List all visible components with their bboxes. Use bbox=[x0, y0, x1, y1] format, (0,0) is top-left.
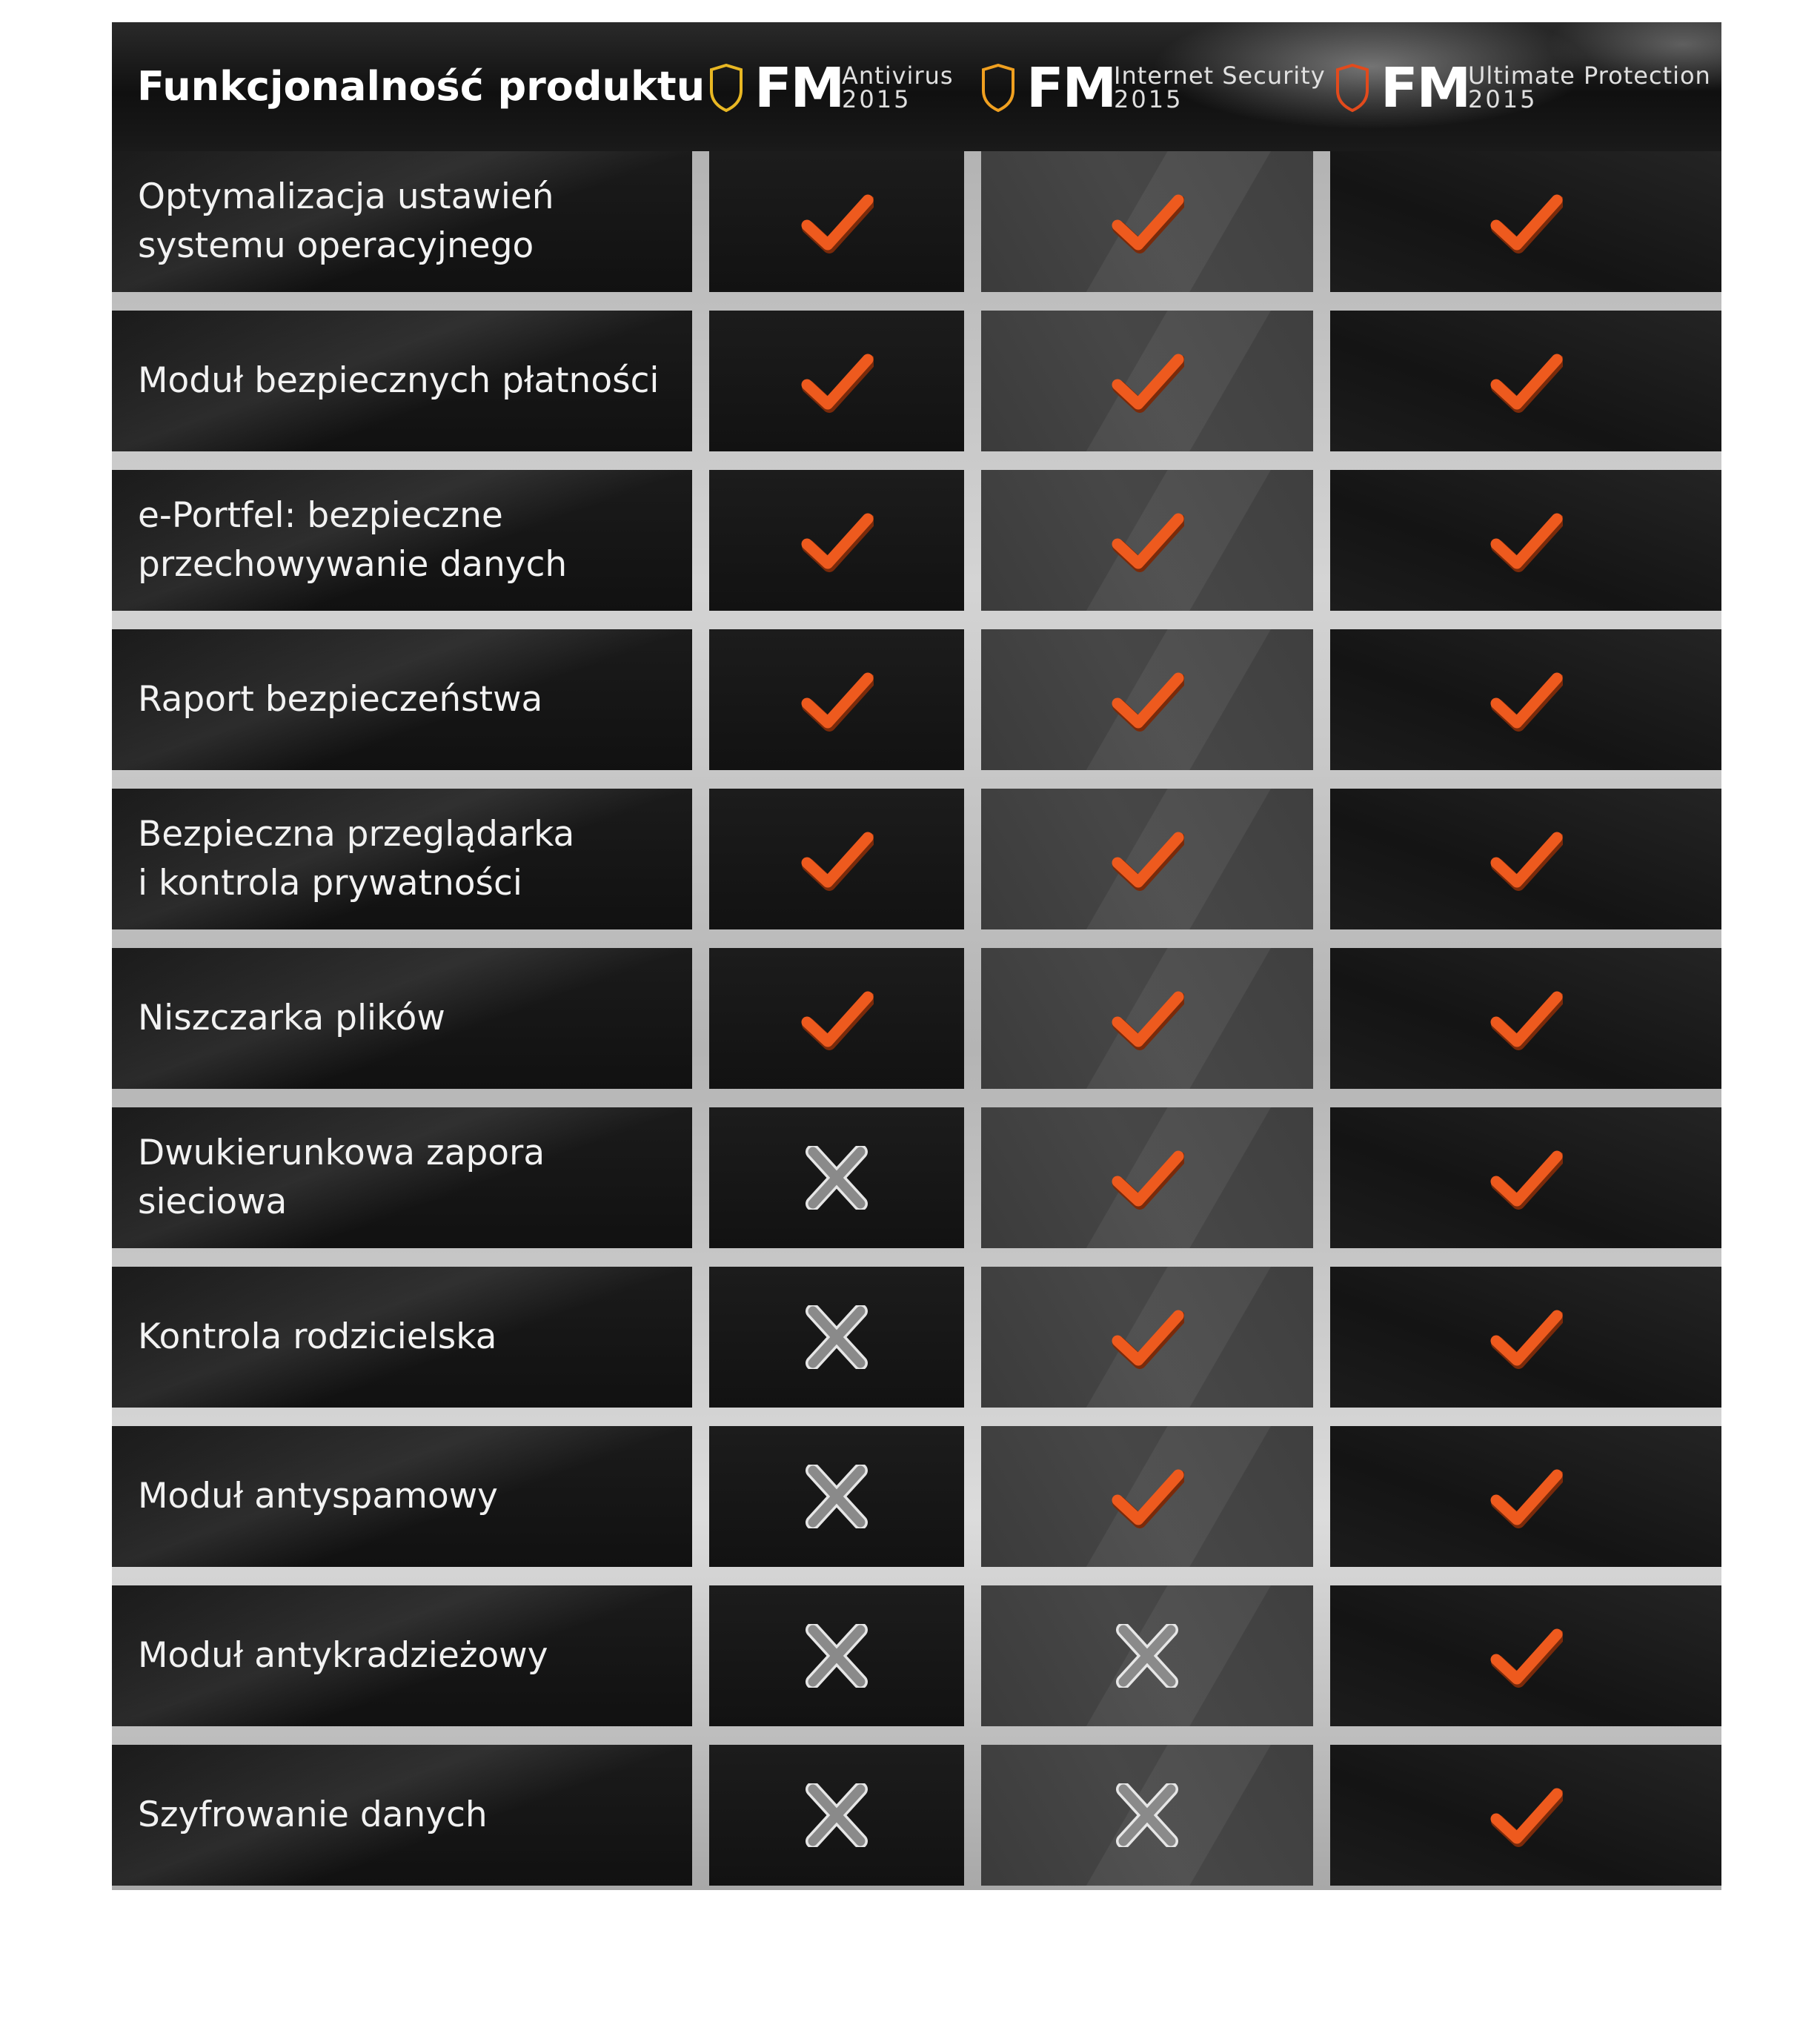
check-icon bbox=[1110, 1146, 1184, 1210]
feature-label: Kontrola rodzicielska bbox=[138, 1316, 497, 1357]
status-cell bbox=[709, 1426, 964, 1567]
check-icon bbox=[1489, 668, 1563, 732]
table-header bbox=[112, 22, 1721, 151]
status-cell bbox=[1330, 1426, 1721, 1567]
status-cell bbox=[981, 151, 1313, 292]
product-name: Antivirus bbox=[842, 62, 954, 90]
feature-label: Moduł bezpiecznych płatności bbox=[138, 360, 660, 401]
feature-label: Dwukierunkowa zapora sieciowa bbox=[138, 1133, 545, 1222]
check-icon bbox=[1489, 349, 1563, 413]
check-icon bbox=[800, 987, 874, 1050]
status-cell bbox=[981, 1745, 1313, 1886]
status-cell bbox=[1330, 151, 1721, 292]
feature-cell bbox=[112, 311, 692, 451]
product-brand: FM bbox=[1026, 56, 1116, 120]
product-name: Ultimate Protection bbox=[1468, 62, 1711, 90]
feature-label: Bezpieczna przeglądarka i kontrola prywatności bbox=[138, 814, 575, 904]
status-cell bbox=[709, 1585, 964, 1726]
status-cell bbox=[709, 1267, 964, 1408]
check-icon bbox=[1110, 349, 1184, 413]
product-year: 2015 bbox=[842, 85, 911, 113]
feature-label: Niszczarka plików bbox=[138, 998, 445, 1038]
header-title: Funkcjonalność produktu bbox=[137, 63, 705, 110]
feature-cell bbox=[112, 1585, 692, 1726]
feature-cell bbox=[112, 1426, 692, 1567]
check-icon bbox=[1110, 668, 1184, 732]
shield-icon bbox=[708, 64, 744, 113]
product-brand: FM bbox=[1381, 56, 1470, 120]
feature-label: Raport bezpieczeństwa bbox=[138, 679, 543, 720]
check-icon bbox=[800, 827, 874, 891]
feature-cell bbox=[112, 629, 692, 770]
feature-label: Moduł antyspamowy bbox=[138, 1476, 498, 1516]
feature-label: Szyfrowanie danych bbox=[138, 1794, 488, 1835]
feature-label: e-Portfel: bezpieczne przechowywanie danych bbox=[138, 495, 568, 585]
feature-cell bbox=[112, 1745, 692, 1886]
check-icon bbox=[1110, 190, 1184, 253]
status-cell bbox=[981, 311, 1313, 451]
status-cell bbox=[981, 470, 1313, 611]
product-year: 2015 bbox=[1468, 85, 1538, 113]
check-icon bbox=[1489, 508, 1563, 572]
feature-cell bbox=[112, 470, 692, 611]
check-icon bbox=[1110, 508, 1184, 572]
status-cell bbox=[709, 151, 964, 292]
status-cell bbox=[1330, 470, 1721, 611]
check-icon bbox=[1489, 1146, 1563, 1210]
status-cell bbox=[981, 789, 1313, 929]
check-icon bbox=[800, 508, 874, 572]
check-icon bbox=[1110, 1305, 1184, 1369]
cross-icon bbox=[800, 1465, 874, 1528]
status-cell bbox=[1330, 1585, 1721, 1726]
status-cell bbox=[709, 1107, 964, 1248]
feature-cell bbox=[112, 948, 692, 1089]
status-cell bbox=[1330, 629, 1721, 770]
status-cell bbox=[981, 1585, 1313, 1726]
status-cell bbox=[709, 470, 964, 611]
status-cell bbox=[1330, 1745, 1721, 1886]
product-name: Internet Security bbox=[1114, 62, 1326, 90]
check-icon bbox=[1110, 827, 1184, 891]
check-icon bbox=[1489, 827, 1563, 891]
cross-icon bbox=[800, 1783, 874, 1847]
shield-icon bbox=[1335, 64, 1370, 113]
status-cell bbox=[981, 1107, 1313, 1248]
cross-icon bbox=[800, 1624, 874, 1688]
check-icon bbox=[800, 668, 874, 732]
check-icon bbox=[800, 349, 874, 413]
status-cell bbox=[981, 629, 1313, 770]
status-cell bbox=[981, 1267, 1313, 1408]
check-icon bbox=[1489, 1465, 1563, 1528]
feature-cell bbox=[112, 151, 692, 292]
status-cell bbox=[709, 629, 964, 770]
check-icon bbox=[1489, 987, 1563, 1050]
shield-icon bbox=[980, 64, 1016, 113]
status-cell bbox=[1330, 1267, 1721, 1408]
status-cell bbox=[1330, 311, 1721, 451]
status-cell bbox=[709, 948, 964, 1089]
status-cell bbox=[709, 311, 964, 451]
check-icon bbox=[1110, 987, 1184, 1050]
check-icon bbox=[1489, 1783, 1563, 1847]
feature-cell bbox=[112, 1107, 692, 1248]
status-cell bbox=[981, 1426, 1313, 1567]
status-cell bbox=[1330, 789, 1721, 929]
status-cell bbox=[1330, 948, 1721, 1089]
status-cell bbox=[981, 948, 1313, 1089]
status-cell bbox=[709, 789, 964, 929]
status-cell bbox=[1330, 1107, 1721, 1248]
status-cell bbox=[709, 1745, 964, 1886]
feature-cell bbox=[112, 1267, 692, 1408]
product-year: 2015 bbox=[1114, 85, 1183, 113]
comparison-table bbox=[112, 22, 1721, 1890]
check-icon bbox=[1489, 190, 1563, 253]
feature-label: Optymalizacja ustawień systemu operacyjnego bbox=[138, 176, 554, 266]
feature-label: Moduł antykradzieżowy bbox=[138, 1635, 548, 1676]
check-icon bbox=[1110, 1465, 1184, 1528]
cross-icon bbox=[1110, 1783, 1184, 1847]
cross-icon bbox=[800, 1146, 874, 1210]
cross-icon bbox=[800, 1305, 874, 1369]
cross-icon bbox=[1110, 1624, 1184, 1688]
product-brand: FM bbox=[754, 56, 844, 120]
check-icon bbox=[800, 190, 874, 253]
check-icon bbox=[1489, 1305, 1563, 1369]
check-icon bbox=[1489, 1624, 1563, 1688]
feature-cell bbox=[112, 789, 692, 929]
